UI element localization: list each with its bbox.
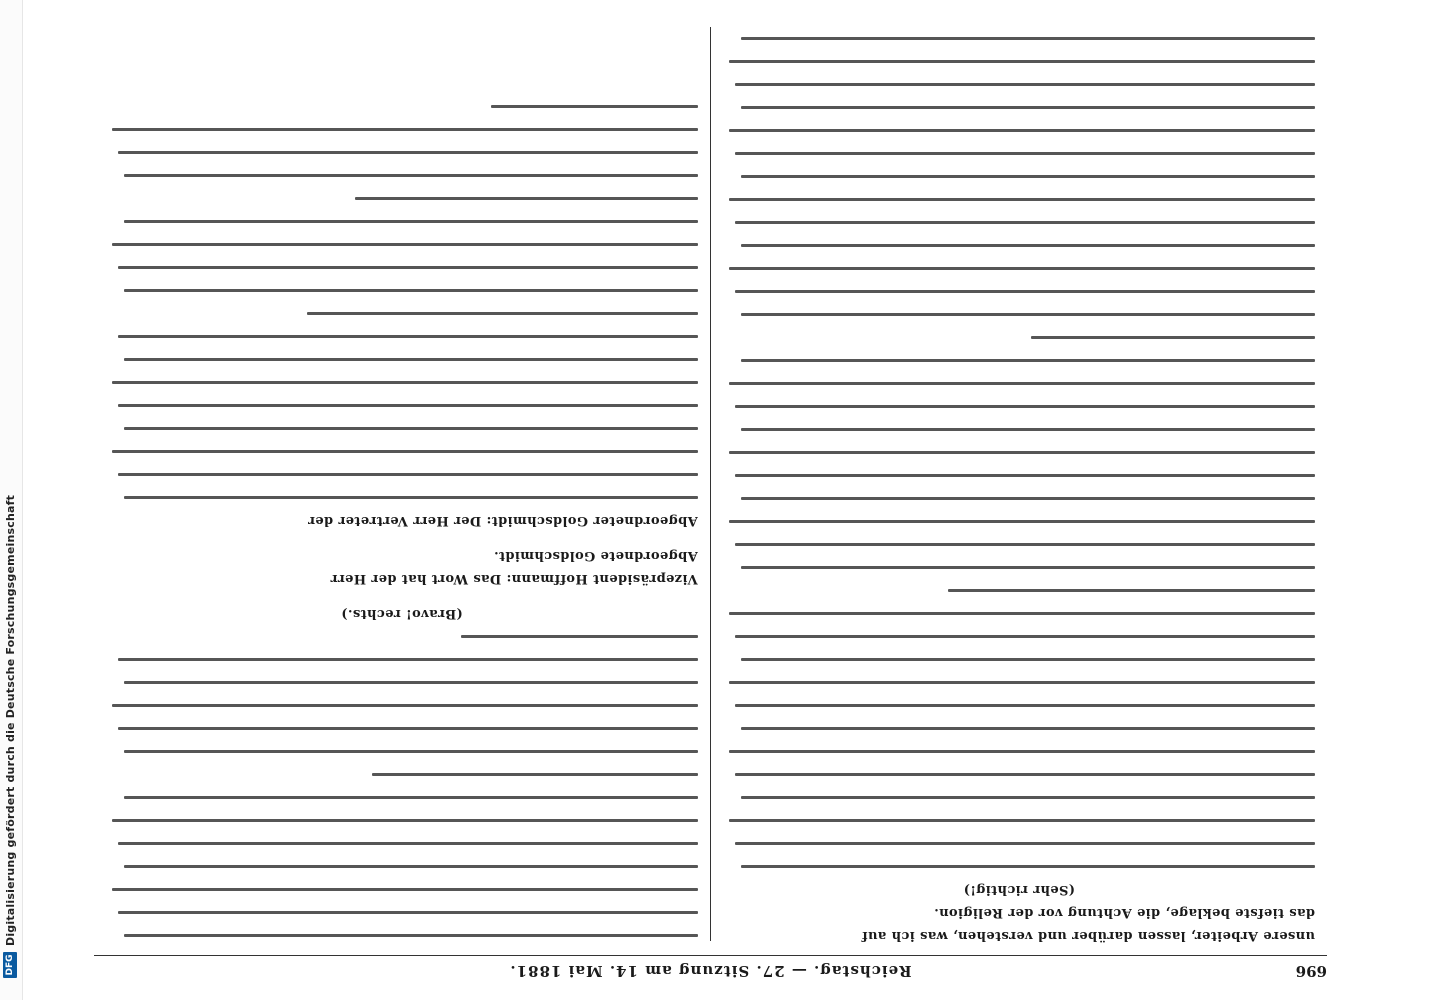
illegible-text-line [106,325,698,348]
illegible-text-line [106,118,698,141]
speaker-line: Vizepräsident Hoffmann: Das Wort hat der Herr [330,571,698,586]
interjection: (Sehr richtig!) [963,882,1075,897]
illegible-text-line [106,878,698,901]
digitization-credit [0,0,23,1000]
interjection: (Bravo! rechts.) [341,606,463,621]
illegible-text-line [723,671,1315,694]
illegible-text-line [723,717,1315,740]
credit-text: Digitalisierung gefördert durch die Deutsche Forschungsgemeinschaft [3,494,17,946]
illegible-text-line [106,694,698,717]
illegible-text-line [106,302,698,325]
body-text-line: unsere Arbeiter, lassen darüber und verstehen, was ich auf [861,928,1315,943]
illegible-text-line [106,740,698,763]
illegible-text-line [106,440,698,463]
illegible-text-line [106,763,698,786]
illegible-text-line [723,349,1315,372]
illegible-text-line [106,210,698,233]
illegible-text-line [106,786,698,809]
illegible-text-line [106,924,698,947]
page-number: 696 [1295,962,1327,980]
illegible-text-line [723,50,1315,73]
illegible-text-line [723,142,1315,165]
illegible-text-line [106,279,698,302]
text-columns [94,27,1327,947]
illegible-text-line [723,602,1315,625]
illegible-text-line [723,763,1315,786]
illegible-text-line [723,372,1315,395]
illegible-text-line [106,233,698,256]
illegible-text-line [723,832,1315,855]
illegible-text-line [106,486,698,509]
illegible-text-line [723,280,1315,303]
illegible-text-line [106,855,698,878]
illegible-text-line [723,625,1315,648]
speaker-line: Abgeordneter Goldschmidt: Der Herr Vertreter der [307,513,698,528]
illegible-text-line [723,27,1315,50]
illegible-text-line [106,371,698,394]
body-text-line: das tiefste beklage, die Achtung vor der Religion. [933,905,1315,920]
illegible-text-line [106,256,698,279]
illegible-text-line [723,579,1315,602]
illegible-text-line [106,417,698,440]
illegible-text-line [723,464,1315,487]
illegible-text-line [106,164,698,187]
illegible-text-line [723,740,1315,763]
illegible-text-line [106,95,698,118]
illegible-text-line [723,694,1315,717]
illegible-text-line [723,510,1315,533]
speaker-line: Abgeordnete Goldschmidt. [493,548,698,563]
illegible-text-line [723,234,1315,257]
illegible-text-line [723,441,1315,464]
scanned-page [22,0,1432,1000]
illegible-text-line [723,165,1315,188]
illegible-text-line [723,418,1315,441]
dfg-logo: DFG [3,952,17,978]
right-column [94,27,710,947]
illegible-text-line [106,832,698,855]
illegible-text-line [723,533,1315,556]
illegible-text-line [106,348,698,371]
illegible-text-line [106,187,698,210]
illegible-text-line [723,257,1315,280]
illegible-text-line [106,717,698,740]
illegible-text-line [723,648,1315,671]
illegible-text-line [106,648,698,671]
illegible-text-line [723,786,1315,809]
illegible-text-line [723,303,1315,326]
running-head [94,955,1327,986]
illegible-text-line [723,96,1315,119]
illegible-text-line [106,901,698,924]
illegible-text-line [723,211,1315,234]
illegible-text-line [723,326,1315,349]
illegible-text-line [723,556,1315,579]
illegible-text-line [723,188,1315,211]
illegible-text-line [723,487,1315,510]
illegible-text-line [106,809,698,832]
illegible-text-line [106,625,698,648]
illegible-text-line [723,395,1315,418]
illegible-text-line [106,141,698,164]
illegible-text-line [723,73,1315,96]
left-column [711,27,1327,947]
illegible-text-line [106,394,698,417]
illegible-text-line [723,809,1315,832]
paragraph-gap [106,590,698,602]
illegible-text-line [723,855,1315,878]
paragraph-gap [106,532,698,544]
running-title: Reichstag. — 27. Sitzung am 14. Mai 1881. [509,962,912,980]
illegible-text-line [723,119,1315,142]
illegible-text-line [106,671,698,694]
illegible-text-line [106,463,698,486]
